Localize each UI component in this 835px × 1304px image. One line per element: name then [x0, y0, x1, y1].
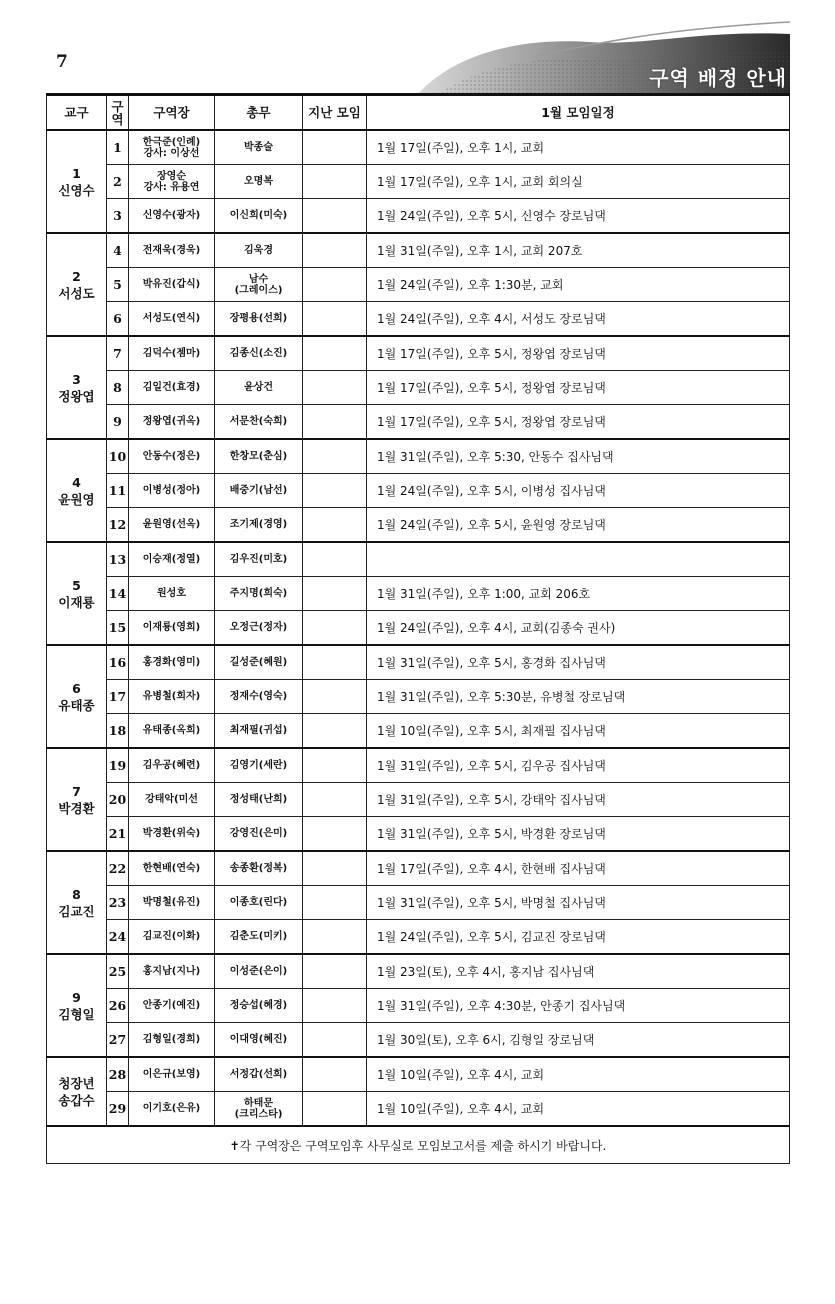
table-row	[47, 645, 790, 680]
table-row	[47, 165, 790, 199]
last-meeting	[303, 577, 367, 611]
district-number: 9	[107, 405, 129, 440]
meeting-schedule: 1월 10일(주일), 오후 5시, 최재필 집사님댁	[367, 714, 790, 749]
district-number: 6	[107, 302, 129, 337]
district-leader: 김일건(효경)	[129, 371, 215, 405]
district-admin: 이신희(미숙)	[215, 199, 303, 234]
district-leader: 강태악(미선	[129, 783, 215, 817]
gyogu-cell: 9 김형일	[47, 954, 107, 1057]
gyogu-cell: 1 신영수	[47, 130, 107, 233]
district-leader: 김덕수(젬마)	[129, 336, 215, 371]
district-admin: 정재수(영숙)	[215, 680, 303, 714]
district-admin: 주지명(희숙)	[215, 577, 303, 611]
district-leader: 이병성(정아)	[129, 474, 215, 508]
district-number: 18	[107, 714, 129, 749]
district-number: 20	[107, 783, 129, 817]
meeting-schedule: 1월 17일(주일), 오후 5시, 정왕엽 장로님댁	[367, 336, 790, 371]
district-admin: 김우진(미호)	[215, 542, 303, 577]
district-leader: 안종기(예진)	[129, 989, 215, 1023]
meeting-schedule: 1월 31일(주일), 오후 5시, 박경환 장로님댁	[367, 817, 790, 852]
district-leader: 서성도(연식)	[129, 302, 215, 337]
table-row	[47, 130, 790, 165]
table-row	[47, 783, 790, 817]
district-number: 15	[107, 611, 129, 646]
district-leader: 유태종(옥희)	[129, 714, 215, 749]
district-leader: 이재룡(영희)	[129, 611, 215, 646]
table-row	[47, 439, 790, 474]
gyogu-cell: 6 유태종	[47, 645, 107, 748]
district-admin: 이대영(혜진)	[215, 1023, 303, 1058]
district-leader: 한현배(연숙)	[129, 851, 215, 886]
district-leader: 홍지남(지나)	[129, 954, 215, 989]
district-admin: 오정근(정자)	[215, 611, 303, 646]
meeting-schedule: 1월 24일(주일), 오후 5시, 김교진 장로님댁	[367, 920, 790, 955]
last-meeting	[303, 542, 367, 577]
district-admin: 김욱경	[215, 233, 303, 268]
meeting-schedule: 1월 24일(주일), 오후 1:30분, 교회	[367, 268, 790, 302]
district-admin: 길성준(혜원)	[215, 645, 303, 680]
table-row	[47, 474, 790, 508]
last-meeting	[303, 439, 367, 474]
district-number: 25	[107, 954, 129, 989]
district-admin: 송종환(정복)	[215, 851, 303, 886]
district-leader: 이승재(정열)	[129, 542, 215, 577]
table-row	[47, 1057, 790, 1092]
last-meeting	[303, 1057, 367, 1092]
district-leader: 박명철(유진)	[129, 886, 215, 920]
meeting-schedule: 1월 23일(토), 오후 4시, 홍지남 집사님댁	[367, 954, 790, 989]
district-number: 1	[107, 130, 129, 165]
district-admin: 박종술	[215, 130, 303, 165]
district-number: 27	[107, 1023, 129, 1058]
table-row	[47, 748, 790, 783]
table-row	[47, 851, 790, 886]
district-leader: 안동수(정은)	[129, 439, 215, 474]
last-meeting	[303, 920, 367, 955]
district-admin: 김춘도(미키)	[215, 920, 303, 955]
last-meeting	[303, 199, 367, 234]
gyogu-cell: 청장년 송갑수	[47, 1057, 107, 1126]
header-gyogu: 교구	[47, 95, 107, 131]
table-row	[47, 611, 790, 646]
table-row	[47, 336, 790, 371]
meeting-schedule: 1월 17일(주일), 오후 5시, 정왕엽 장로님댁	[367, 405, 790, 440]
district-number: 4	[107, 233, 129, 268]
table-row	[47, 1092, 790, 1127]
district-admin: 서정갑(선희)	[215, 1057, 303, 1092]
header-meeting: 1월 모임일정	[367, 95, 790, 131]
last-meeting	[303, 474, 367, 508]
district-leader: 장영순 강사: 유용연	[129, 165, 215, 199]
district-number: 28	[107, 1057, 129, 1092]
district-number: 21	[107, 817, 129, 852]
district-leader: 박경환(위숙)	[129, 817, 215, 852]
table-row	[47, 542, 790, 577]
district-leader: 원성호	[129, 577, 215, 611]
district-number: 11	[107, 474, 129, 508]
district-leader: 유병철(희자)	[129, 680, 215, 714]
meeting-schedule: 1월 10일(주일), 오후 4시, 교회	[367, 1057, 790, 1092]
district-admin: 남수 (그레이스)	[215, 268, 303, 302]
gyogu-cell: 5 이재룡	[47, 542, 107, 645]
district-number: 26	[107, 989, 129, 1023]
meeting-schedule: 1월 31일(주일), 오후 5시, 강태악 집사님댁	[367, 783, 790, 817]
table-row	[47, 886, 790, 920]
page-number: 7	[56, 52, 68, 72]
table-row	[47, 233, 790, 268]
banner-title: 구역 배정 안내	[649, 66, 787, 90]
district-admin: 이종호(린다)	[215, 886, 303, 920]
district-admin: 강영진(은미)	[215, 817, 303, 852]
table-row	[47, 714, 790, 749]
district-leader: 윤원영(선옥)	[129, 508, 215, 543]
last-meeting	[303, 508, 367, 543]
district-admin: 조기제(경영)	[215, 508, 303, 543]
footer-note: ✝각 구역장은 구역모임후 사무실로 모임보고서를 제출 하시기 바랍니다.	[47, 1126, 790, 1164]
table-row	[47, 371, 790, 405]
last-meeting	[303, 989, 367, 1023]
header-last-meeting: 지난 모임	[303, 95, 367, 131]
last-meeting	[303, 851, 367, 886]
district-number: 3	[107, 199, 129, 234]
gyogu-cell: 3 정왕엽	[47, 336, 107, 439]
district-leader: 김형일(경희)	[129, 1023, 215, 1058]
last-meeting	[303, 783, 367, 817]
last-meeting	[303, 302, 367, 337]
district-number: 22	[107, 851, 129, 886]
meeting-schedule: 1월 31일(주일), 오후 1시, 교회 207호	[367, 233, 790, 268]
table-row	[47, 1023, 790, 1058]
district-admin: 배중기(남선)	[215, 474, 303, 508]
header-guyeok: 구역	[107, 95, 129, 131]
district-number: 12	[107, 508, 129, 543]
district-number: 24	[107, 920, 129, 955]
last-meeting	[303, 611, 367, 646]
district-admin: 정승섭(혜경)	[215, 989, 303, 1023]
district-leader: 김우공(혜련)	[129, 748, 215, 783]
district-admin: 장평용(선희)	[215, 302, 303, 337]
last-meeting	[303, 714, 367, 749]
meeting-schedule	[367, 542, 790, 577]
district-number: 14	[107, 577, 129, 611]
district-number: 5	[107, 268, 129, 302]
gyogu-cell: 2 서성도	[47, 233, 107, 336]
meeting-schedule: 1월 30일(토), 오후 6시, 김형일 장로님댁	[367, 1023, 790, 1058]
meeting-schedule: 1월 24일(주일), 오후 5시, 이병성 집사님댁	[367, 474, 790, 508]
district-number: 19	[107, 748, 129, 783]
district-admin: 서문찬(숙희)	[215, 405, 303, 440]
table-row	[47, 268, 790, 302]
district-leader: 한극준(인례) 강사: 이상선	[129, 130, 215, 165]
meeting-schedule: 1월 24일(주일), 오후 4시, 교회(김종숙 권사)	[367, 611, 790, 646]
district-number: 23	[107, 886, 129, 920]
district-admin: 윤상건	[215, 371, 303, 405]
meeting-schedule: 1월 24일(주일), 오후 5시, 신영수 장로님댁	[367, 199, 790, 234]
district-admin: 오명복	[215, 165, 303, 199]
table-row	[47, 954, 790, 989]
meeting-schedule: 1월 31일(주일), 오후 5시, 김우공 집사님댁	[367, 748, 790, 783]
district-number: 10	[107, 439, 129, 474]
header-leader: 구역장	[129, 95, 215, 131]
table-row	[47, 989, 790, 1023]
last-meeting	[303, 1092, 367, 1127]
last-meeting	[303, 268, 367, 302]
district-admin: 최재필(귀섭)	[215, 714, 303, 749]
table-row	[47, 302, 790, 337]
meeting-schedule: 1월 31일(주일), 오후 1:00, 교회 206호	[367, 577, 790, 611]
district-admin: 한창모(춘심)	[215, 439, 303, 474]
table-row	[47, 508, 790, 543]
district-leader: 정왕엽(귀옥)	[129, 405, 215, 440]
gyogu-cell: 8 김교진	[47, 851, 107, 954]
meeting-schedule: 1월 17일(주일), 오후 5시, 정왕엽 장로님댁	[367, 371, 790, 405]
meeting-schedule: 1월 31일(주일), 오후 5:30분, 유병철 장로님댁	[367, 680, 790, 714]
last-meeting	[303, 336, 367, 371]
meeting-schedule: 1월 17일(주일), 오후 1시, 교회	[367, 130, 790, 165]
district-leader: 박유진(갑식)	[129, 268, 215, 302]
table-row	[47, 577, 790, 611]
district-admin: 하태문 (크리스타)	[215, 1092, 303, 1127]
last-meeting	[303, 405, 367, 440]
last-meeting	[303, 748, 367, 783]
table-row	[47, 817, 790, 852]
meeting-schedule: 1월 17일(주일), 오후 1시, 교회 회의실	[367, 165, 790, 199]
meeting-schedule: 1월 24일(주일), 오후 5시, 윤원영 장로님댁	[367, 508, 790, 543]
last-meeting	[303, 680, 367, 714]
district-number: 16	[107, 645, 129, 680]
district-number: 17	[107, 680, 129, 714]
district-admin: 이성준(은이)	[215, 954, 303, 989]
district-admin: 김영기(세란)	[215, 748, 303, 783]
table-row	[47, 199, 790, 234]
district-number: 29	[107, 1092, 129, 1127]
table-row	[47, 920, 790, 955]
district-admin: 김종신(소진)	[215, 336, 303, 371]
gyogu-cell: 7 박경환	[47, 748, 107, 851]
meeting-schedule: 1월 31일(주일), 오후 5시, 홍경화 집사님댁	[367, 645, 790, 680]
district-number: 2	[107, 165, 129, 199]
footer-row	[47, 1126, 790, 1164]
district-number: 7	[107, 336, 129, 371]
district-admin: 정성태(난희)	[215, 783, 303, 817]
meeting-schedule: 1월 31일(주일), 오후 5시, 박명철 집사님댁	[367, 886, 790, 920]
district-leader: 홍경화(영미)	[129, 645, 215, 680]
district-number: 8	[107, 371, 129, 405]
gyogu-cell: 4 윤원영	[47, 439, 107, 542]
district-assignment-table	[46, 93, 790, 1164]
last-meeting	[303, 165, 367, 199]
meeting-schedule: 1월 17일(주일), 오후 4시, 한현배 집사님댁	[367, 851, 790, 886]
district-number: 13	[107, 542, 129, 577]
district-leader: 신영수(광자)	[129, 199, 215, 234]
meeting-schedule: 1월 31일(주일), 오후 4:30분, 안종기 집사님댁	[367, 989, 790, 1023]
last-meeting	[303, 130, 367, 165]
last-meeting	[303, 954, 367, 989]
last-meeting	[303, 233, 367, 268]
meeting-schedule: 1월 10일(주일), 오후 4시, 교회	[367, 1092, 790, 1127]
header-row	[47, 95, 790, 131]
table-row	[47, 680, 790, 714]
meeting-schedule: 1월 24일(주일), 오후 4시, 서성도 장로님댁	[367, 302, 790, 337]
last-meeting	[303, 1023, 367, 1058]
district-leader: 이기호(은유)	[129, 1092, 215, 1127]
header-admin: 총무	[215, 95, 303, 131]
district-leader: 전재욱(경욱)	[129, 233, 215, 268]
table-body	[47, 130, 790, 1126]
meeting-schedule: 1월 31일(주일), 오후 5:30, 안동수 집사님댁	[367, 439, 790, 474]
district-leader: 이은규(보영)	[129, 1057, 215, 1092]
last-meeting	[303, 645, 367, 680]
last-meeting	[303, 817, 367, 852]
last-meeting	[303, 371, 367, 405]
last-meeting	[303, 886, 367, 920]
district-leader: 김교진(이화)	[129, 920, 215, 955]
table-row	[47, 405, 790, 440]
